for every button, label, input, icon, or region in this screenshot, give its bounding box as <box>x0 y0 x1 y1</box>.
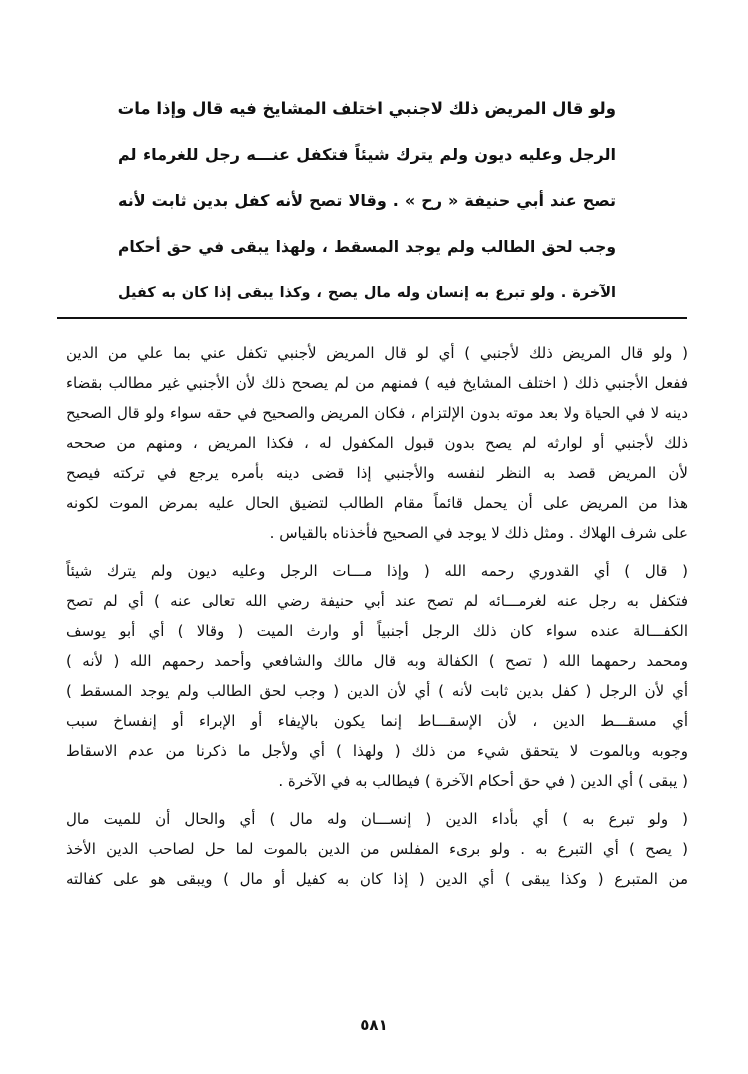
commentary-line: دينه لا في الحياة ولا بعد موته بدون الإلتزام ، فكان المريض والصحيح في حقه سواء ولو قال الصحيح <box>66 404 688 422</box>
commentary-line: ففعل الأجنبي ذلك ( اختلف المشايخ فيه ) فمنهم من لم يصحح ذلك لأن الأجنبي غير مطالب بقضاء <box>66 374 688 392</box>
commentary-line: ( ولو قال المريض ذلك لأجنبي ) أي لو قال المريض لأجنبي تكفل عني بما علي من الدين <box>66 344 688 362</box>
commentary-line: وجوبه وبالموت لا يتحقق شيء من ذلك ( ولهذا ) أي ولأجل ما ذكرنا من عدم الاسقاط <box>66 742 688 760</box>
main-text-line: الآخرة . ولو تبرع به إنسان وله مال يصح ، وكذا يبقى إذا كان به كفيل <box>118 285 616 301</box>
commentary-line: أي مسقـــط الدين ، لأن الإسقـــاط إنما يكون بالإيفاء أو الإبراء أو إنفساخ سبب <box>66 712 688 730</box>
commentary-line: ذلك لأجنبي أو لوارثه لم يصح بدون قبول المكفول له ، فكذا المريض ، ومنهم من صححه <box>66 434 688 452</box>
commentary-line: ومحمد رحمهما الله ( تصح ) الكفالة وبه قال مالك والشافعي وأحمد رحمهم الله ( لأنه ) <box>66 652 688 670</box>
commentary-line: فتكفل به رجل عنه لغرمـــائه لم تصح عند أبي حنيفة رضي الله تعالى عنه ) أي لم تصح <box>66 592 688 610</box>
commentary-line: لأن المريض قصد به النظر لنفسه والأجنبي إذا قضى دينه بأمره يرجع في تركته فيصح <box>66 464 688 482</box>
commentary-line: ( ولو تبرع به ) أي بأداء الدين ( إنســـان وله مال ) أي والحال أن للميت مال <box>66 810 688 828</box>
page-number: ٥٨١ <box>360 1016 388 1034</box>
section-divider <box>57 317 687 319</box>
commentary-line: من المتبرع ( وكذا يبقى ) أي الدين ( إذا كان به كفيل أو مال ) ويبقى هو على كفالته <box>66 870 688 888</box>
commentary-line: أي لأن الرجل ( كفل بدين ثابت لأنه ) أي لأن الدين ( وجب لحق الطالب ولم يوجد المسقط ) <box>66 682 688 700</box>
commentary-line: على شرف الهلاك . ومثل ذلك لا يوجد في الصحيح فأخذناه بالقياس . <box>269 524 688 542</box>
main-text-line: وجب لحق الطالب ولم يوجد المسقط ، ولهذا يبقى في حق أحكام <box>118 238 616 256</box>
paragraph-gap <box>66 796 688 804</box>
main-text-line: الرجل وعليه ديون ولم يترك شيئاً فتكفل عنـــه رجل للغرماء لم <box>118 145 616 164</box>
commentary-line: ( يبقى ) أي الدين ( في حق أحكام الآخرة ) فيطالب به في الآخرة . <box>278 772 688 790</box>
paragraph-gap <box>66 548 688 556</box>
main-text-line: تصح عند أبي حنيفة « رح » . وقالا تصح لأنه كفل بدين ثابت لأنه <box>118 191 616 210</box>
commentary-line: هذا من المريض على أن يحمل قائماً مقام الطالب لتضيق الحال عليه بمرض الموت لكونه <box>66 494 688 512</box>
commentary-line: الكفـــالة عنده سواء كان ذلك الرجل أجنبياً أو وارث الميت ( وقالا ) أي أبو يوسف <box>66 622 688 640</box>
commentary-line: ( يصح ) أي التبرع به . ولو برىء المفلس من الدين بالموت لما حل لصاحب الدين الأخذ <box>66 840 688 858</box>
main-text-line: ولو قال المريض ذلك لاجنبي اختلف المشايخ فيه قال وإذا مات <box>118 99 616 118</box>
commentary-line: ( قال ) أي القدوري رحمه الله ( وإذا مـــات الرجل وعليه ديون ولم يترك شيئاً <box>66 562 688 580</box>
commentary-block <box>66 338 688 894</box>
main-text-block <box>118 86 616 316</box>
